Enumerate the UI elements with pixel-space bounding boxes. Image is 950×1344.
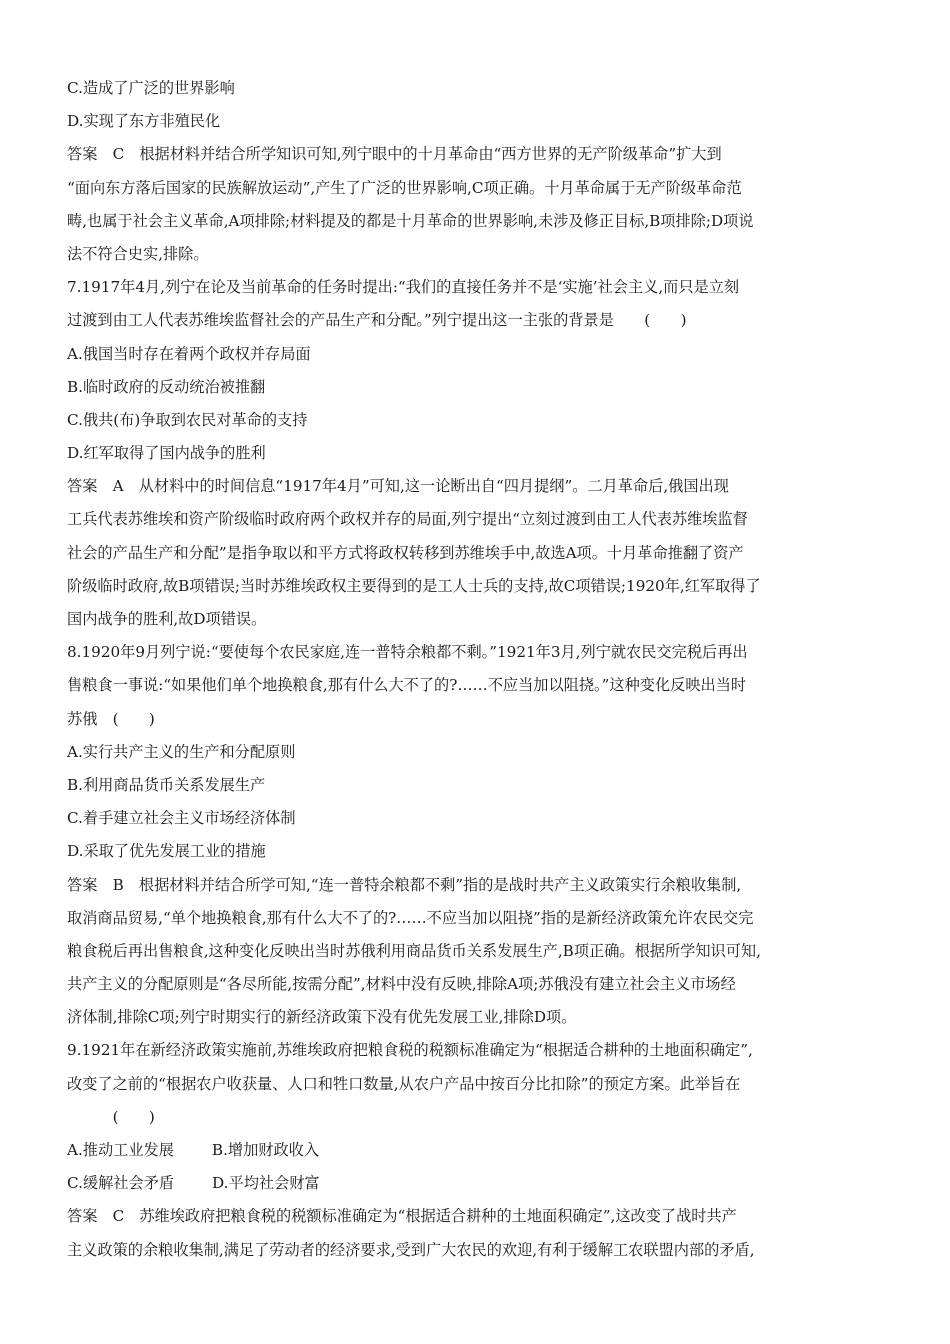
option-a: A.推动工业发展 — [67, 1141, 174, 1159]
document-page — [67, 72, 893, 1267]
text-line: 国内战争的胜利,故D项错误。 — [67, 610, 267, 628]
text-line: 主义政策的余粮收集制,满足了劳动者的经济要求,受到广大农民的欢迎,有利于缓解工农联盟内部的矛盾, — [67, 1240, 755, 1259]
question-stem — [67, 1034, 893, 1134]
answer-explanation — [67, 138, 893, 271]
text-line: 取消商品贸易,“单个地换粮食,那有什么大不了的?……不应当加以阻挠”指的是新经济政策允许农民交完 — [67, 908, 754, 927]
text-line: 阶级临时政府,故B项错误;当时苏维埃政权主要得到的是工人士兵的支持,故C项错误;1920年,红军取得了 — [67, 576, 761, 595]
question-7 — [67, 271, 893, 636]
option-c: C.着手建立社会主义市场经济体制 — [67, 809, 296, 828]
option-d: D.采取了优先发展工业的措施 — [67, 842, 266, 861]
text-line: 济体制,排除C项;列宁时期实行的新经济政策下没有优先发展工业,排除D项。 — [67, 1008, 577, 1027]
question-stem — [67, 636, 893, 736]
question-9 — [67, 1034, 893, 1266]
option-b: B.利用商品货币关系发展生产 — [67, 775, 266, 794]
text-line: 共产主义的分配原则是“各尽所能,按需分配”,材料中没有反映,排除A项;苏俄没有建立社会主义市场经 — [67, 975, 736, 994]
text-line: 答案 C 根据材料并结合所学知识可知,列宁眼中的十月革命由“西方世界的无产阶级革命”扩大到 — [67, 145, 722, 164]
text-line: “面向东方落后国家的民族解放运动”,产生了广泛的世界影响,C项正确。十月革命属于无产阶级革命范 — [67, 178, 742, 197]
question-stem — [67, 271, 893, 337]
text-line: 法不符合史实,排除。 — [67, 244, 209, 263]
text-line: ( ) — [67, 1107, 155, 1126]
text-line: 8.1920年9月列宁说:“要使每个农民家庭,连一普特余粮都不剩。”1921年3月,列宁就农民交完税后再出 — [67, 643, 748, 662]
option-c: C.造成了广泛的世界影响 — [67, 79, 235, 97]
answer-explanation — [67, 1200, 893, 1266]
text-line: 畴,也属于社会主义革命,A项排除;材料提及的都是十月革命的世界影响,未涉及修正目标,B项排除;D项说 — [67, 211, 754, 230]
text-line: 粮食税后再出售粮食,这种变化反映出当时苏俄利用商品货币关系发展生产,B项正确。根据所学知识可知, — [67, 941, 761, 960]
text-line: 苏俄 ( ) — [67, 709, 155, 728]
option-a: A.俄国当时存在着两个政权并存局面 — [67, 344, 311, 363]
option-d: D.平均社会财富 — [212, 1174, 320, 1193]
option-b: B.增加财政收入 — [211, 1141, 320, 1159]
answer-explanation — [67, 869, 893, 1035]
text-line: 改变了之前的“根据农户收获量、人口和牲口数量,从农户产品中按百分比扣除”的预定方案。此举旨在 — [67, 1074, 741, 1093]
question-6-tail — [67, 72, 893, 271]
text-line: 售粮食一事说:“如果他们单个地换粮食,那有什么大不了的?……不应当加以阻挠。”这种变化反映出当时 — [67, 676, 747, 695]
text-line: 7.1917年4月,列宁在论及当前革命的任务时提出:“我们的直接任务并不是‘实施’社会主义,而只是立刻 — [67, 278, 740, 297]
text-line: 社会的产品生产和分配”是指争取以和平方式将政权转移到苏维埃手中,故选A项。十月革命推翻了资产 — [67, 543, 744, 562]
text-line: 过渡到由工人代表苏维埃监督社会的产品生产和分配。”列宁提出这一主张的背景是 ( ) — [67, 311, 687, 330]
option-c: C.俄共(布)争取到农民对革命的支持 — [67, 410, 308, 429]
question-8 — [67, 636, 893, 1034]
option-b: B.临时政府的反动统治被推翻 — [67, 377, 266, 396]
option-row — [67, 1134, 893, 1167]
text-line: 工兵代表苏维埃和资产阶级临时政府两个政权并存的局面,列宁提出“立刻过渡到由工人代表苏维埃监督 — [67, 510, 748, 529]
text-line: 答案 C 苏维埃政府把粮食税的税额标准确定为“根据适合耕种的土地面积确定”,这改变了战时共产 — [67, 1207, 737, 1226]
text-line: 答案 B 根据材料并结合所学可知,“连一普特余粮都不剩”指的是战时共产主义政策实行余粮收集制, — [67, 875, 742, 894]
option-a: A.实行共产主义的生产和分配原则 — [67, 742, 296, 761]
text-line: 答案 A 从材料中的时间信息“1917年4月”可知,这一论断出自“四月提纲”。二月革命后,俄国出现 — [67, 477, 729, 496]
option-d: D.实现了东方非殖民化 — [67, 112, 221, 131]
option-d: D.红军取得了国内战争的胜利 — [67, 444, 266, 463]
option-row — [67, 1167, 893, 1200]
answer-explanation — [67, 470, 893, 636]
text-line: 9.1921年在新经济政策实施前,苏维埃政府把粮食税的税额标准确定为“根据适合耕种的土地面积确定”, — [67, 1041, 753, 1060]
option-c: C.缓解社会矛盾 — [67, 1174, 175, 1193]
